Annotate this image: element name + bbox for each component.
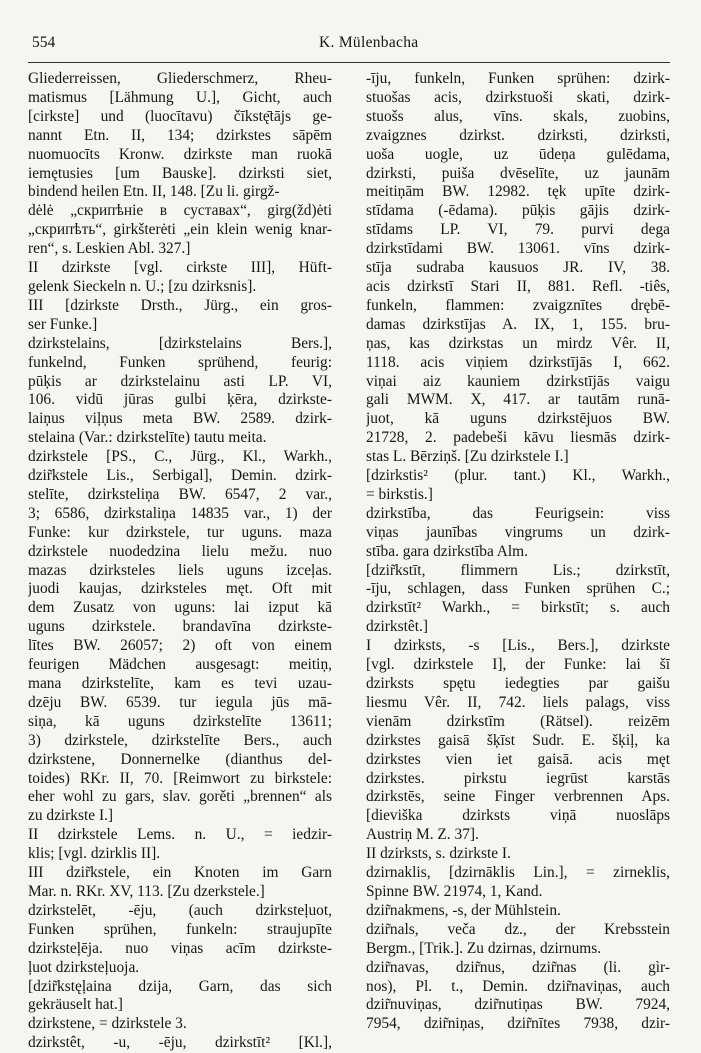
text-line: stelīte, dzirksteliņa BW. 6547, 2 var., <box>28 485 332 503</box>
text-line: mana dzirkstelīte, kam es tevi uzau- <box>28 675 332 692</box>
text-line: damas dzirkstījas A. IX, 1, 155. bru- <box>366 315 670 333</box>
text-line: dzirkstelēt, -ēju, (auch dzirksteļuot, <box>28 901 332 919</box>
text-line: bindend heilen Etn. II, 148. [Zu li. girgž- <box>28 183 280 201</box>
page-number: 554 <box>32 34 56 51</box>
text-line: Spinne BW. 21974, 1, Kand. <box>366 882 543 900</box>
text-line: stīdama (-ēdama). pūķis gājis dzirk- <box>366 202 670 220</box>
text-line: [vgl. dzirkstele I], der Funke: lai šī <box>366 656 670 674</box>
text-line: dzirkstele [PS., C., Jürg., Kl., Warkh., <box>28 448 332 466</box>
text-line: nuomuocīts Kronw. dzirkste man ruokā <box>28 145 332 163</box>
text-line: [dzir̃kstęļaina dzija, Garn, das sich <box>28 977 332 995</box>
text-line: gekräuselt hat.] <box>28 996 123 1014</box>
text-line: matismus [Lähmung U.], Gicht, auch <box>28 88 332 106</box>
header-rule <box>28 62 670 63</box>
text-line: toides) RKr. II, 70. [Reimwort zu birkstele: <box>28 769 332 787</box>
text-line: gelenk Sieckeln n. U.; [zu dzirksnis]. <box>28 277 257 295</box>
text-line: juot, kā uguns dzirkstējuos BW. <box>366 410 670 428</box>
text-line: dzirkstība, das Feurigsein: viss <box>366 504 670 522</box>
text-line: klis; [vgl. dzirklis II]. <box>28 845 161 863</box>
text-line: [dzirkstis² (plur. tant.) Kl., Warkh., <box>366 467 670 485</box>
running-title: K. Mülenbacha <box>319 34 419 51</box>
right-column <box>366 70 670 1034</box>
text-line: feurigen Mädchen ausgesagt: meitiņ, <box>28 656 332 674</box>
text-line: viņas jaunības vingrums un dzirk- <box>366 523 670 541</box>
text-line: dzirkstēs, seine Finger verbrennen Aps. <box>366 788 670 806</box>
text-line: dzirkstêt.] <box>366 618 428 636</box>
text-line: dzir̃nals, veča dz., der Krebsstein <box>366 920 670 938</box>
text-line: pūķis ar dzirkstelainu asti LP. VI, <box>28 372 332 390</box>
text-line: viņai aiz kauniem dzirkstījās vaigu <box>366 372 670 390</box>
text-line: stas L. Bērziņš. [Zu dzirkstele I.] <box>366 448 569 466</box>
text-line: I dzirksts, -s [Lis., Bers.], dzirkste <box>366 637 670 655</box>
text-line: iemętusies [um Bauske]. dzirksti siet, <box>28 164 332 182</box>
text-line: 106. vidū jūras gulbi ķēra, dzirkste- <box>28 391 332 409</box>
text-line: gali MWM. X, 417. ar tautām runā- <box>366 391 670 409</box>
text-line: 21728, 2. padebeši kāvu liesmās dzirk- <box>366 429 670 447</box>
text-line: dzir̃nuviņas, dzir̃nutiņas BW. 7924, <box>366 996 670 1014</box>
text-line: vienām dzirkstīm (Rätsel). reizēm <box>366 712 670 730</box>
text-line: III [dzirkste Drsth., Jürg., ein gros- <box>28 296 332 314</box>
text-line: stuošs alus, vīns. skals, zuobins, <box>366 107 670 125</box>
text-line: dėlė „скрипѣніе в суставах“, girg(žd)ėti <box>28 202 332 220</box>
text-line: 3) dzirkstele, dzirkstelīte Bers., auch <box>28 731 332 749</box>
text-line: zu dzirkste I.] <box>28 807 114 825</box>
text-line: dzirkstes gaisā šķīst Sudr. E. šķiļ, ka <box>366 731 670 749</box>
text-line: dzir̃kstele Lis., Serbigal], Demin. dzirk- <box>28 467 332 485</box>
text-line: Austriņ M. Z. 37]. <box>366 826 479 844</box>
text-line: dzēju BW. 6539. tur iegula jūs mā- <box>28 693 332 711</box>
text-line: stīja sudraba kausuos JR. IV, 38. <box>366 259 670 277</box>
text-line: dzirkstene, Donnernelke (dianthus del- <box>28 750 332 768</box>
text-line: uguns dzirkstele. brandavīna dzirkste- <box>28 618 332 636</box>
text-line: Mar. n. RKr. XV, 113. [Zu dzerkstele.] <box>28 882 265 900</box>
text-line: -īju, schlagen, dass Funken sprühen C.; <box>366 580 670 598</box>
text-line: dzirkstele nuodedzina lielu mežu. nuo <box>28 542 332 560</box>
text-line: stība. gara dzirkstība Alm. <box>366 542 528 560</box>
text-line: [dzir̃kstīt, flimmern Lis.; dzirkstīt, <box>366 561 670 579</box>
text-line: 7954, dzir̃niņas, dzir̃nītes 7938, dzir- <box>366 1015 670 1033</box>
page-header <box>32 34 674 58</box>
text-line: dzirksti, puiša dvēselīte, uz jaunām <box>366 164 670 182</box>
text-line: dzir̃navas, dzir̃nus, dzir̃nas (li. gìr- <box>366 958 670 976</box>
text-line: nos), Pl. t., Demin. dzir̃naviņas, auch <box>366 977 670 995</box>
text-line: stuošas acis, dzirkstuoši skati, dzirk- <box>366 88 670 106</box>
left-column <box>28 70 332 1053</box>
text-line: II dzirkstele Lems. n. U., = iedzir- <box>28 826 332 844</box>
text-line: -īju, funkeln, Funken sprühen: dzirk- <box>366 70 670 87</box>
text-line: mazas dzirksteles liels uguns izceļas. <box>28 561 332 579</box>
text-line: II dzirksts, s. dzirkste I. <box>366 845 511 863</box>
text-line: ser Funke.] <box>28 315 98 333</box>
text-line: ļuot dzirksteļuoja. <box>28 958 140 976</box>
text-line: 1118. acis viņiem dzirkstījās I, 662. <box>366 353 670 371</box>
text-line: eher wohl zu gars, slav. gorěti „brennen“ als <box>28 788 332 806</box>
text-line: Bergm., [Trik.]. Zu dzirnas, dzirnums. <box>366 939 602 957</box>
text-line: funkeln, flammen: zvaigznītes drębē- <box>366 296 670 314</box>
text-line: dzirnaklis, [dzirnāklis Lin.], = zirneklis, <box>366 864 670 882</box>
text-line: funkelnd, Funken sprühend, feurig: <box>28 353 332 371</box>
text-line: siņa, kā uguns dzirkstelīte 13611; <box>28 712 332 730</box>
text-line: dzir̃nakmens, -s, der Mühlstein. <box>366 901 561 919</box>
text-line: dzirksteļēja. nuo viņas acīm dzirkste- <box>28 939 332 957</box>
text-line: stīdams LP. VI, 79. purvi dega <box>366 221 670 239</box>
text-line: laiņus viļņus meta BW. 2589. dzirk- <box>28 410 332 428</box>
text-line: liesmu Vêr. II, 742. liels palags, viss <box>366 693 670 711</box>
text-line: [cirkste] und (luocītavu) čīkstę̄tājs ge- <box>28 107 332 125</box>
text-line: acis dzirkstī Stari II, 881. Refl. -tiês, <box>366 277 670 295</box>
text-line: dzirkstene, = dzirkstele 3. <box>28 1015 187 1033</box>
text-line: „скрипѣть“, girkšterėti „ein klein wenig knar- <box>28 221 332 239</box>
text-line: dzirkstêt, -u, -ēju, dzirkstīt² [Kl.], <box>28 1034 332 1052</box>
text-line: uoša uogle, uz ūdeņa gulēdama, <box>366 145 670 163</box>
text-line: dzirkstelains, [dzirkstelains Bers.], <box>28 334 332 352</box>
text-line: dzirkstīdami BW. 13061. vīns dzirk- <box>366 240 670 258</box>
text-line: nannt Etn. II, 134; dzirkstes sāpēm <box>28 126 332 144</box>
text-line: dzirkstīt² Warkh., = birkstīt; s. auch <box>366 599 670 617</box>
text-line: Funken sprühen, funkeln: straujupīte <box>28 920 332 938</box>
text-line: ņas, kas dzirkstas un mirdz Vêr. II, <box>366 334 670 352</box>
text-line: III dzir̃kstele, ein Knoten im Garn <box>28 864 332 882</box>
text-line: lītes BW. 26057; 2) oft von einem <box>28 637 332 655</box>
text-line: [dieviška dzirksts viņā nuoslāps <box>366 807 670 825</box>
text-line: = birkstis.] <box>366 485 433 503</box>
text-line: Gliederreissen, Gliederschmerz, Rheu- <box>28 70 332 87</box>
text-line: dzirkstes. pirkstu iegrūst karstās <box>366 769 670 787</box>
text-line: 3; 6586, dzirkstaliņa 14835 var., 1) der <box>28 504 332 522</box>
text-line: dem Zusatz von uguns: lai izput kā <box>28 599 332 617</box>
text-line: stelaina (Var.: dzirkstelīte) tautu meita. <box>28 429 267 447</box>
text-line: juodi kaujas, dzirksteles męt. Oft mit <box>28 580 332 598</box>
text-line: Funke: kur dzirkstele, tur uguns. maza <box>28 523 332 541</box>
text-line: dzirksts spętu iedegties par gaišu <box>366 675 670 692</box>
text-line: meitiņām BW. 12982. tęk upīte dzirk- <box>366 183 670 201</box>
text-line: ren“, s. Leskien Abl. 327.] <box>28 240 191 258</box>
text-line: dzirkstes vien iet gaisā. acis męt <box>366 750 670 768</box>
text-line: zvaigznes dzirkst. dzirksti, dzirksti, <box>366 126 670 144</box>
text-line: II dzirkste [vgl. cirkste III], Hüft- <box>28 259 332 277</box>
